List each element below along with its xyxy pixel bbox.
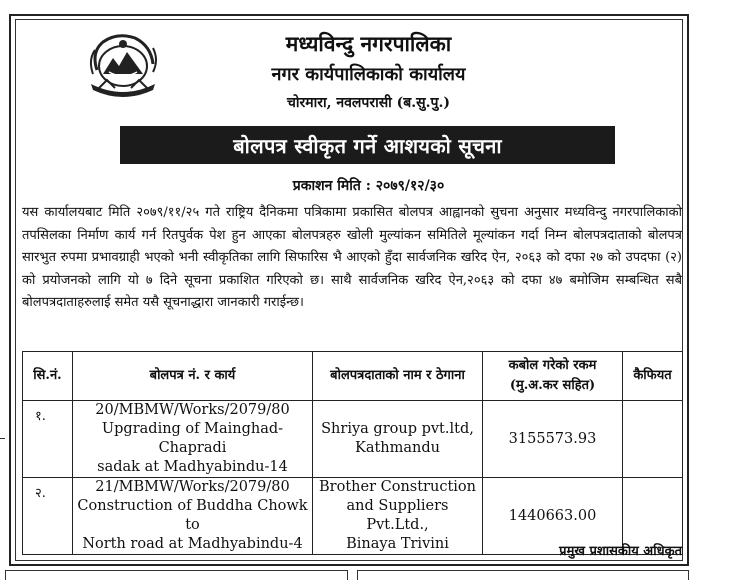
notice-body: यस कार्यालयबाट मिति २०७९/११/२५ गते राष्ट्रिय दैनिकमा पत्रिकामा प्रकासित बोलपत्र आह्वानको सुचना अनुसार मध्यविन्दु नगरपालिकाको तपसिलका निर्माण कार्य गर्न रितपुर्वक पेश हुन आएका बोलपत्रहरु खोली मुल्यांकन समितिले मूल्यांकन गर्दा निम्न बोलपत्रदाताको बोलपत्र सारभुत रुपमा प्रभावग्राही भएको भनी स्वीकृतिका लागि सिफारिस भै आएको हुँदा सार्वजनिक खरिद ऐन, २०६३ को दफा २७ को उपदफा (२) को प्रयोजनको लागि यो ७ दिने सूचना प्रकाशित गरिएको छ। साथै सार्वजनिक खरिद ऐन,२०६३ को दफा ४७ बमोजिम सम्बन्धित सबै बोलपत्रदाताहरुलाई समेत यसै सूचनाद्धारा जानकारी गराईन्छ। — [22, 205, 682, 311]
work-line: sadak at Madhyabindu-14 — [97, 459, 288, 475]
work-line: North road at Madhyabindu-4 — [82, 536, 303, 552]
work-line: Construction of Buddha Chowk to — [77, 498, 308, 533]
work-line: Upgrading of Mainghad-Chapradi — [101, 421, 284, 456]
tender-table — [22, 351, 683, 555]
left-margin-mark — [0, 438, 5, 439]
work-line: 21/MBMW/Works/2079/80 — [95, 479, 290, 495]
col-header-remarks: कैफियत — [623, 352, 683, 401]
next-clipping-edge-left — [5, 570, 348, 580]
notice-title: बोलपत्र स्वीकृत गर्ने आशयको सूचना — [233, 133, 502, 158]
signatory-title: प्रमुख प्रशासकीय अधिकृत — [559, 544, 682, 559]
office-address: चोरमारा, नवलपरासी (ब.सु.पु.) — [287, 95, 450, 111]
row-remarks — [623, 401, 683, 478]
bidder-line: Binaya Trivini — [346, 536, 449, 552]
bidder-line: and Suppliers Pvt.Ltd., — [346, 498, 449, 533]
row-amount: 1440663.00 — [483, 478, 623, 555]
row-sn: २. — [23, 478, 73, 555]
col-header-amount — [483, 352, 623, 401]
office-name: नगर कार्यपालिकाको कार्यालय — [271, 64, 466, 85]
col-header-bidder: बोलपत्रदाताको नाम र ठेगाना — [313, 352, 483, 401]
bidder-line: Kathmandu — [355, 440, 440, 456]
work-line: 20/MBMW/Works/2079/80 — [95, 402, 290, 418]
next-clipping-edge-right — [357, 570, 689, 580]
bidder-line: Brother Construction — [319, 479, 476, 495]
col-header-amount-line2: (मु.अ.कर सहित) — [509, 378, 596, 393]
col-header-work: बोलपत्र नं. र कार्य — [73, 352, 313, 401]
col-header-amount-line1: कबोल गरेको रकम — [508, 358, 597, 373]
row-work — [73, 401, 313, 478]
row-amount: 3155573.93 — [483, 401, 623, 478]
notice-title-banner — [120, 126, 615, 164]
table-row — [23, 401, 683, 478]
col-header-sn: सि.नं. — [23, 352, 73, 401]
row-bidder — [313, 478, 483, 555]
row-bidder — [313, 401, 483, 478]
table-header-row — [23, 352, 683, 401]
publication-date: प्रकाशन मिति : २०७९/१२/३० — [292, 178, 445, 194]
bidder-line: Shriya group pvt.ltd, — [321, 421, 474, 437]
row-sn: १. — [23, 401, 73, 478]
municipality-name: मध्यविन्दु नगरपालिका — [285, 31, 452, 56]
row-work — [73, 478, 313, 555]
